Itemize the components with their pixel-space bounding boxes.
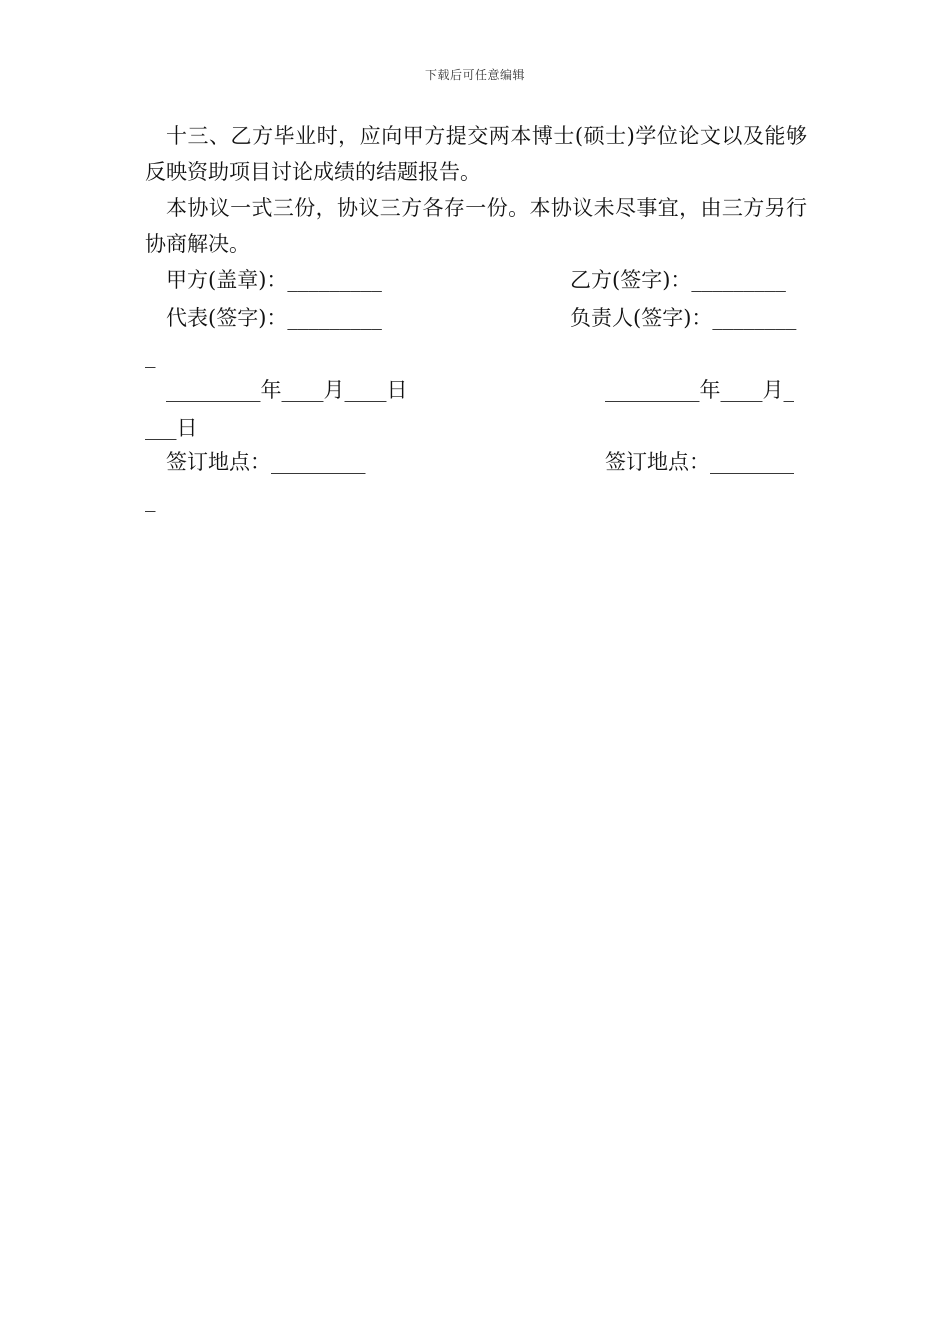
place-wrap-underscore: _: [145, 488, 156, 512]
date-field-left: _________年____月____日: [166, 378, 408, 402]
wrap-underscore: _: [145, 344, 156, 368]
responsible-person-sign-field: 负责人(签字)：________: [570, 306, 797, 330]
party-a-seal-field: 甲方(盖章)：_________: [166, 268, 382, 292]
page-header: 下载后可任意编辑: [424, 68, 525, 82]
document-body: [145, 118, 807, 516]
clause-copies: 本协议一式三份，协议三方各存一份。本协议未尽事宜，由三方另行协商解决。: [145, 196, 807, 256]
clause-thirteen: 十三、乙方毕业时，应向甲方提交两本博士(硕士)学位论文以及能够反映资助项目讨论成绩的结题报告。: [145, 124, 807, 184]
date-right-wrap: [145, 410, 807, 444]
date-field-right: _________年____月_: [605, 378, 794, 402]
signature-row-places: [145, 444, 807, 482]
signing-place-wrap: [145, 482, 807, 516]
representative-sign-field: 代表(签字)：_________: [166, 306, 382, 330]
signature-row-parties: [145, 262, 807, 300]
party-b-sign-field: 乙方(签字)：_________: [570, 268, 786, 292]
signing-place-field-left: 签订地点：_________: [166, 450, 366, 474]
responsible-person-wrap: [145, 338, 807, 372]
date-wrap-text: ___日: [145, 416, 198, 440]
signature-row-dates: [145, 372, 807, 410]
signature-row-representatives: [145, 300, 807, 338]
signing-place-field-right: 签订地点：________: [605, 450, 794, 474]
